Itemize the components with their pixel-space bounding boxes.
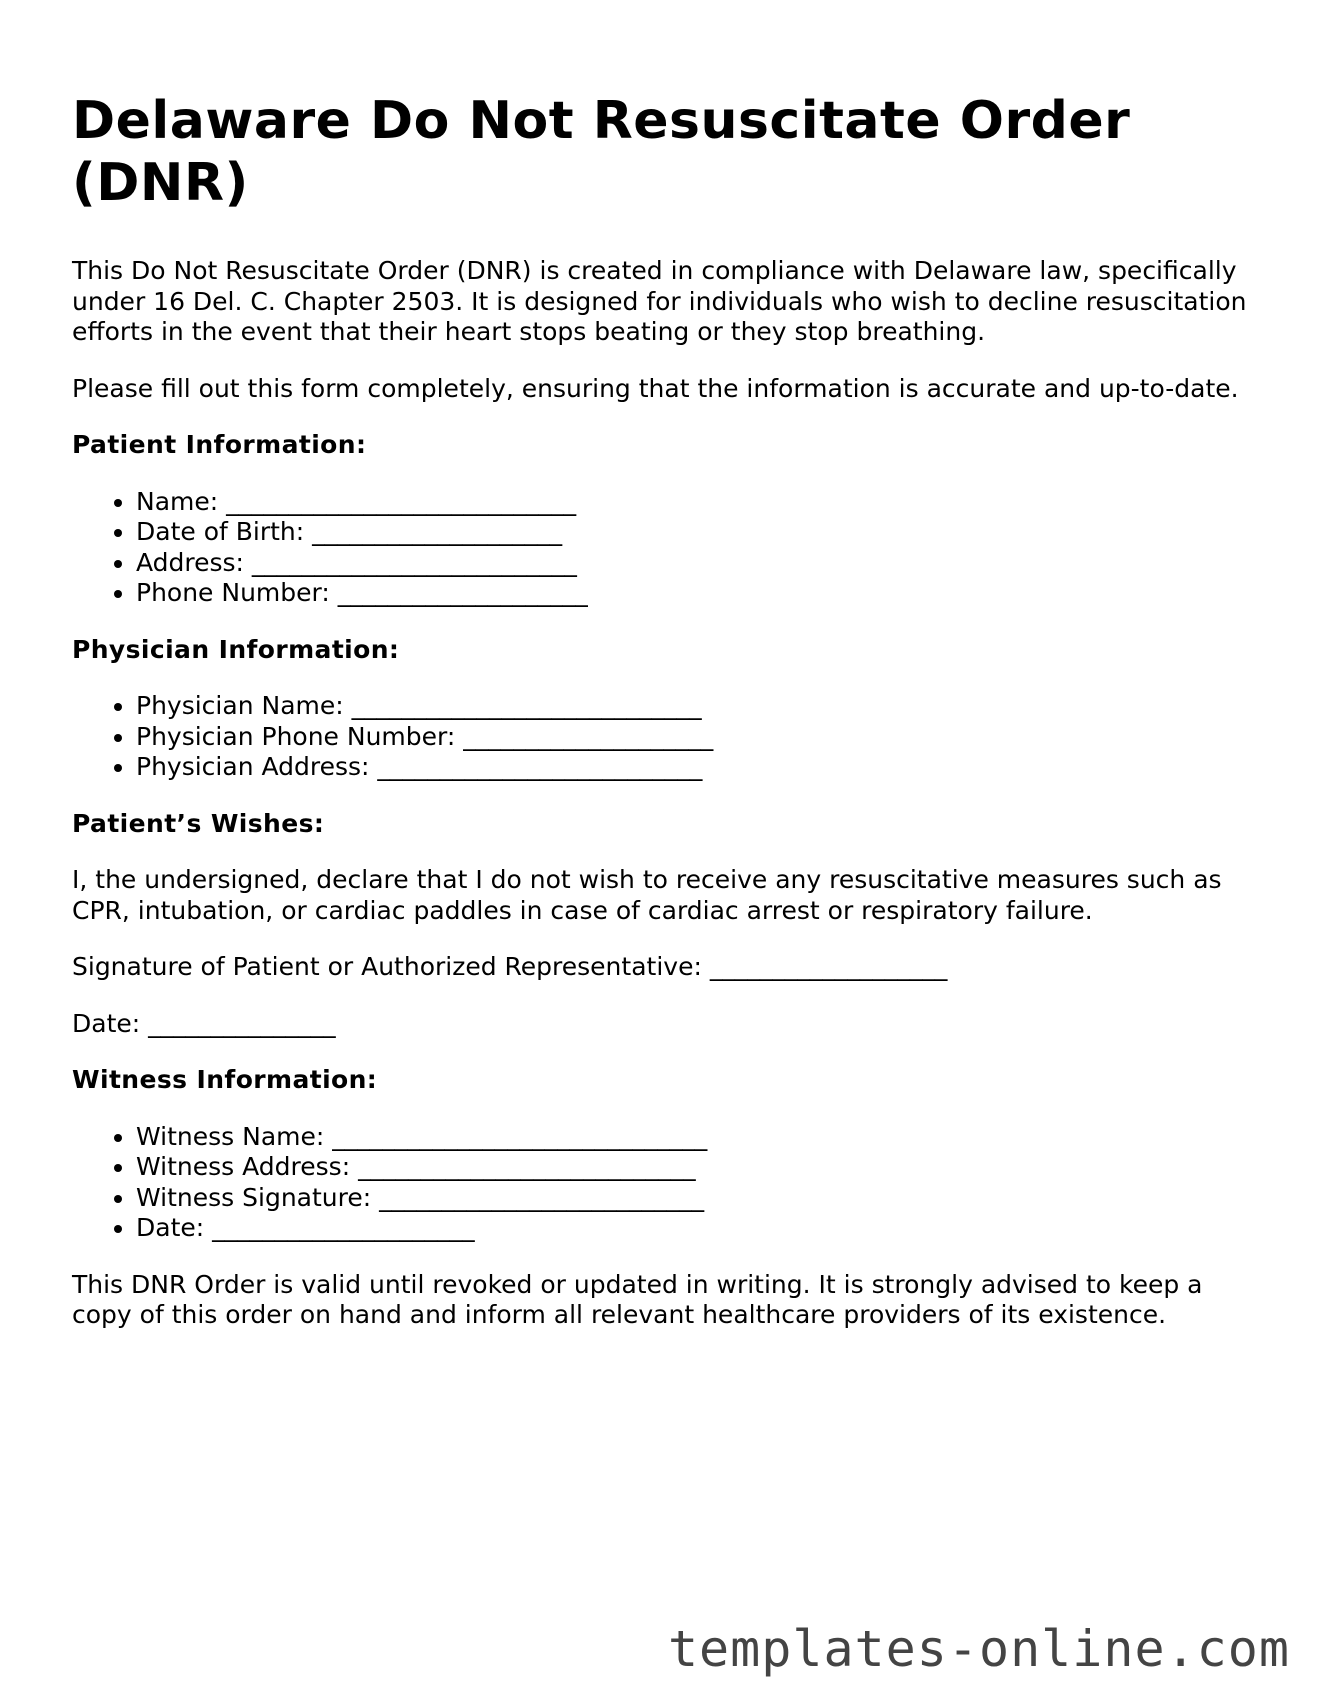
patient-phone-field: • Phone Number: ____________________ bbox=[136, 578, 1252, 609]
intro-paragraph: This Do Not Resuscitate Order (DNR) is created in compliance with Delaware law, specifically under 16 Del. C. Chapter 2503. It is designed for individuals who wish to decline resuscitation efforts in the event that their heart stops beating or they stop breathing. bbox=[72, 256, 1247, 346]
patient-information-heading: Patient Information: bbox=[72, 430, 367, 459]
witness-information-heading: Witness Information: bbox=[72, 1065, 378, 1094]
physician-name-field: • Physician Name: ____________________________ bbox=[136, 691, 1252, 722]
physician-phone-field: • Physician Phone Number: ____________________ bbox=[136, 722, 1252, 753]
patient-name-field: • Name: ____________________________ bbox=[136, 487, 1252, 518]
witness-address-field: • Witness Address: ___________________________ bbox=[136, 1152, 1252, 1183]
document-page bbox=[72, 90, 1252, 1357]
patient-address-field: • Address: __________________________ bbox=[136, 548, 1252, 579]
witness-date-field: • Date: _____________________ bbox=[136, 1213, 1252, 1244]
witness-signature-field: • Witness Signature: __________________________ bbox=[136, 1183, 1252, 1214]
physician-information-heading: Physician Information: bbox=[72, 634, 400, 664]
instructions-paragraph: Please fill out this form completely, ensuring that the information is accurate and up-to-date. bbox=[72, 373, 1239, 403]
patient-wishes-heading: Patient’s Wishes: bbox=[72, 808, 325, 838]
patient-date-field: Date: _______________ bbox=[72, 1008, 336, 1038]
physician-information-list bbox=[72, 691, 1252, 783]
declaration-paragraph: I, the undersigned, declare that I do not wish to receive any resuscitative measures such as CPR, intubation, or cardiac paddles in case of cardiac arrest or respiratory failure. bbox=[72, 865, 1222, 925]
watermark: templates-online.com bbox=[667, 1620, 1290, 1678]
patient-dob-field: • Date of Birth: ____________________ bbox=[136, 517, 1252, 548]
patient-signature-field: Signature of Patient or Authorized Representative: ___________________ bbox=[72, 952, 948, 981]
closing-paragraph: This DNR Order is valid until revoked or updated in writing. It is strongly advised to keep a copy of this order on hand and inform all relevant healthcare providers of its existence. bbox=[72, 1269, 1203, 1329]
page-title: Delaware Do Not Resuscitate Order (DNR) bbox=[72, 91, 1131, 213]
patient-information-list bbox=[72, 487, 1252, 609]
physician-address-field: • Physician Address: __________________________ bbox=[136, 752, 1252, 783]
witness-information-list bbox=[72, 1122, 1252, 1244]
witness-name-field: • Witness Name: ______________________________ bbox=[136, 1122, 1252, 1153]
